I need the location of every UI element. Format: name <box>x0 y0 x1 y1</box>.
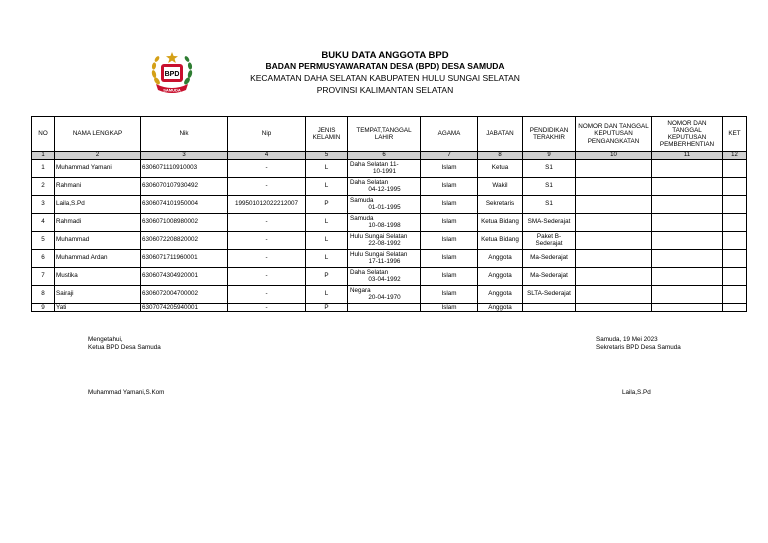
cell-agama: Islam <box>421 214 478 232</box>
table-row <box>32 232 747 250</box>
right-signature-role: Sekretaris BPD Desa Samuda <box>596 344 681 351</box>
cell-no: 2 <box>32 178 55 196</box>
cell-nip: - <box>228 160 306 178</box>
cell-sk-pengangkatan <box>576 268 652 286</box>
cell-sk-pengangkatan <box>576 178 652 196</box>
col-number: 8 <box>478 152 523 160</box>
cell-nip: - <box>228 214 306 232</box>
birth-date: 10-08-1998 <box>368 221 401 229</box>
cell-nip: 199501012022212007 <box>228 196 306 214</box>
cell-ttl <box>348 304 421 312</box>
cell-ket <box>723 214 747 232</box>
cell-ttl <box>348 286 421 304</box>
cell-pendidikan: S1 <box>523 178 576 196</box>
cell-sk-pemberhentian <box>652 304 723 312</box>
cell-nik: 6306071008980002 <box>141 214 228 232</box>
cell-ttl <box>348 178 421 196</box>
cell-jabatan: Ketua Bidang <box>478 214 523 232</box>
cell-sk-pengangkatan <box>576 286 652 304</box>
cell-jabatan: Wakil <box>478 178 523 196</box>
cell-sk-pemberhentian <box>652 250 723 268</box>
cell-agama: Islam <box>421 286 478 304</box>
col-number: 4 <box>228 152 306 160</box>
cell-sk-pengangkatan <box>576 250 652 268</box>
birth-date: 17-11-1996 <box>368 257 401 265</box>
col-number: 7 <box>421 152 478 160</box>
col-number: 6 <box>348 152 421 160</box>
table-row <box>32 196 747 214</box>
birth-place: Samuda <box>350 196 374 204</box>
cell-nama: Laila,S.Pd <box>55 196 141 214</box>
col-header-agama: AGAMA <box>421 117 478 152</box>
cell-no: 9 <box>32 304 55 312</box>
cell-nama: Sairaji <box>55 286 141 304</box>
cell-jenis-kelamin: L <box>306 250 348 268</box>
col-header-jabatan: JABATAN <box>478 117 523 152</box>
cell-nama: Yati <box>55 304 141 312</box>
cell-no: 4 <box>32 214 55 232</box>
cell-sk-pemberhentian <box>652 268 723 286</box>
cell-nama: Mustika <box>55 268 141 286</box>
document-title: BUKU DATA ANGGOTA BPD <box>321 50 449 61</box>
cell-nip: - <box>228 250 306 268</box>
cell-sk-pemberhentian <box>652 232 723 250</box>
cell-sk-pengangkatan <box>576 160 652 178</box>
birth-place: Hulu Sungai Selatan <box>350 232 408 240</box>
signature-date: Samuda, 19 Mei 2023 <box>596 336 658 343</box>
star-icon <box>166 52 178 63</box>
cell-nip: - <box>228 178 306 196</box>
cell-sk-pemberhentian <box>652 214 723 232</box>
cell-jenis-kelamin: L <box>306 232 348 250</box>
cell-jenis-kelamin: L <box>306 286 348 304</box>
cell-jabatan: Anggota <box>478 250 523 268</box>
cell-sk-pengangkatan <box>576 196 652 214</box>
col-header-nama: NAMA LENGKAP <box>55 117 141 152</box>
birth-date: 10-1991 <box>372 167 397 175</box>
cell-pendidikan: SLTA-Sederajat <box>523 286 576 304</box>
cell-nik: 6306072208820002 <box>141 232 228 250</box>
cell-sk-pengangkatan <box>576 214 652 232</box>
col-header-no: NO <box>32 117 55 152</box>
col-number: 1 <box>32 152 55 160</box>
cell-ket <box>723 178 747 196</box>
cell-pendidikan: Ma-Sederajat <box>523 268 576 286</box>
table-row <box>32 178 747 196</box>
cell-ttl <box>348 250 421 268</box>
cell-pendidikan: Ma-Sederajat <box>523 250 576 268</box>
cell-nama: Muhammad Ardan <box>55 250 141 268</box>
cell-jabatan: Anggota <box>478 304 523 312</box>
col-number: 2 <box>55 152 141 160</box>
cell-jenis-kelamin: L <box>306 214 348 232</box>
birth-date: 20-04-1970 <box>368 293 401 301</box>
svg-text:BPD: BPD <box>164 71 180 78</box>
cell-jabatan: Anggota <box>478 286 523 304</box>
cell-ket <box>723 196 747 214</box>
cell-agama: Islam <box>421 232 478 250</box>
cell-nik: 6306071711960001 <box>141 250 228 268</box>
cell-pendidikan: S1 <box>523 160 576 178</box>
column-number-row <box>32 152 747 160</box>
col-header-sk-pengangkatan: NOMOR DAN TANGGAL KEPUTUSAN PENGANGKATAN <box>576 117 652 152</box>
document-province: PROVINSI KALIMANTAN SELATAN <box>316 85 454 95</box>
cell-nip: - <box>228 286 306 304</box>
cell-nik: 6306071110910003 <box>141 160 228 178</box>
cell-sk-pengangkatan <box>576 232 652 250</box>
cell-no: 3 <box>32 196 55 214</box>
cell-ttl <box>348 232 421 250</box>
cell-ttl <box>348 268 421 286</box>
cell-agama: Islam <box>421 250 478 268</box>
right-signature-name: Laila,S.Pd <box>622 389 651 396</box>
cell-nama: Muhammad Yamani <box>55 160 141 178</box>
birth-place: Daha Selatan <box>350 268 389 276</box>
cell-agama: Islam <box>421 304 478 312</box>
cell-nip: - <box>228 232 306 250</box>
col-number: 5 <box>306 152 348 160</box>
cell-jenis-kelamin: L <box>306 160 348 178</box>
col-header-nik: Nik <box>141 117 228 152</box>
table-row <box>32 250 747 268</box>
cell-no: 6 <box>32 250 55 268</box>
cell-nip: - <box>228 268 306 286</box>
cell-jenis-kelamin: L <box>306 178 348 196</box>
col-header-ttl: TEMPAT,TANGGAL LAHIR <box>348 117 421 152</box>
col-header-jenis-kelamin: JENIS KELAMIN <box>306 117 348 152</box>
bpd-logo-emblem <box>148 50 196 96</box>
left-signature-label: Mengetahui, <box>88 336 123 343</box>
col-number: 10 <box>576 152 652 160</box>
cell-nik: 6306074304920001 <box>141 268 228 286</box>
col-number: 11 <box>652 152 723 160</box>
birth-place: Samuda <box>350 214 374 222</box>
cotton-wreath-right <box>183 55 193 85</box>
cell-nik: 6306072004700002 <box>141 286 228 304</box>
cell-jabatan: Anggota <box>478 268 523 286</box>
cell-pendidikan: Paket B-Sederajat <box>523 232 576 250</box>
table-row <box>32 286 747 304</box>
cell-no: 1 <box>32 160 55 178</box>
birth-place: Negara <box>350 286 371 294</box>
cell-ket <box>723 304 747 312</box>
cell-no: 5 <box>32 232 55 250</box>
birth-date: 22-08-1992 <box>368 239 401 247</box>
col-header-pendidikan: PENDIDIKAN TERAKHIR <box>523 117 576 152</box>
cell-pendidikan: S1 <box>523 196 576 214</box>
cell-no: 7 <box>32 268 55 286</box>
cell-sk-pemberhentian <box>652 286 723 304</box>
birth-date: 01-01-1995 <box>368 203 401 211</box>
cell-jabatan: Ketua <box>478 160 523 178</box>
cell-sk-pemberhentian <box>652 178 723 196</box>
birth-place: Daha Selatan <box>350 178 389 186</box>
left-signature-name: Muhammad Yamani,S.Kom <box>88 389 165 396</box>
cell-nik: 6306074101950004 <box>141 196 228 214</box>
cell-ttl <box>348 196 421 214</box>
cell-jenis-kelamin: P <box>306 268 348 286</box>
cell-ket <box>723 232 747 250</box>
cell-agama: Islam <box>421 178 478 196</box>
table-header-row <box>32 117 747 152</box>
birth-place: Daha Selatan 11- <box>350 160 399 168</box>
cell-ket <box>723 286 747 304</box>
cell-ket <box>723 160 747 178</box>
table-row <box>32 304 747 312</box>
cell-sk-pengangkatan <box>576 304 652 312</box>
col-number: 9 <box>523 152 576 160</box>
cell-nip: - <box>228 304 306 312</box>
svg-text:SAMUDA: SAMUDA <box>163 87 181 93</box>
col-header-ket: KET <box>723 117 747 152</box>
cell-pendidikan: SMA-Sederajat <box>523 214 576 232</box>
cell-jabatan: Sekretaris <box>478 196 523 214</box>
cell-sk-pemberhentian <box>652 160 723 178</box>
birth-date: 04-12-1995 <box>368 185 401 193</box>
birth-place: Hulu Sungai Selatan <box>350 250 408 258</box>
cell-agama: Islam <box>421 196 478 214</box>
cell-ket <box>723 250 747 268</box>
cell-nama: Muhammad <box>55 232 141 250</box>
col-number: 12 <box>723 152 747 160</box>
cell-ket <box>723 268 747 286</box>
cell-jabatan: Ketua Bidang <box>478 232 523 250</box>
table-row <box>32 268 747 286</box>
cell-nik: 6307074205940001 <box>141 304 228 312</box>
table-row <box>32 160 747 178</box>
cell-jenis-kelamin: P <box>306 196 348 214</box>
cell-agama: Islam <box>421 268 478 286</box>
cell-sk-pemberhentian <box>652 196 723 214</box>
cell-ttl <box>348 214 421 232</box>
document-region: KECAMATAN DAHA SELATAN KABUPATEN HULU SUNGAI SELATAN <box>250 73 520 83</box>
table-row <box>32 214 747 232</box>
left-signature-role: Ketua BPD Desa Samuda <box>88 344 161 351</box>
cell-nama: Rahmani <box>55 178 141 196</box>
cell-agama: Islam <box>421 160 478 178</box>
cell-no: 8 <box>32 286 55 304</box>
cell-pendidikan <box>523 304 576 312</box>
cell-nik: 6306070107930492 <box>141 178 228 196</box>
member-table <box>31 116 747 312</box>
cell-nama: Rahmadi <box>55 214 141 232</box>
document-subtitle: BADAN PERMUSYAWARATAN DESA (BPD) DESA SAMUDA <box>265 61 505 71</box>
cell-ttl <box>348 160 421 178</box>
wheat-wreath-left <box>151 55 161 85</box>
cell-jenis-kelamin: P <box>306 304 348 312</box>
col-header-nip: Nip <box>228 117 306 152</box>
col-number: 3 <box>141 152 228 160</box>
col-header-sk-pemberhentian: NOMOR DAN TANGGAL KEPUTUSAN PEMBERHENTIAN <box>652 117 723 152</box>
birth-date: 03-04-1992 <box>368 275 401 283</box>
